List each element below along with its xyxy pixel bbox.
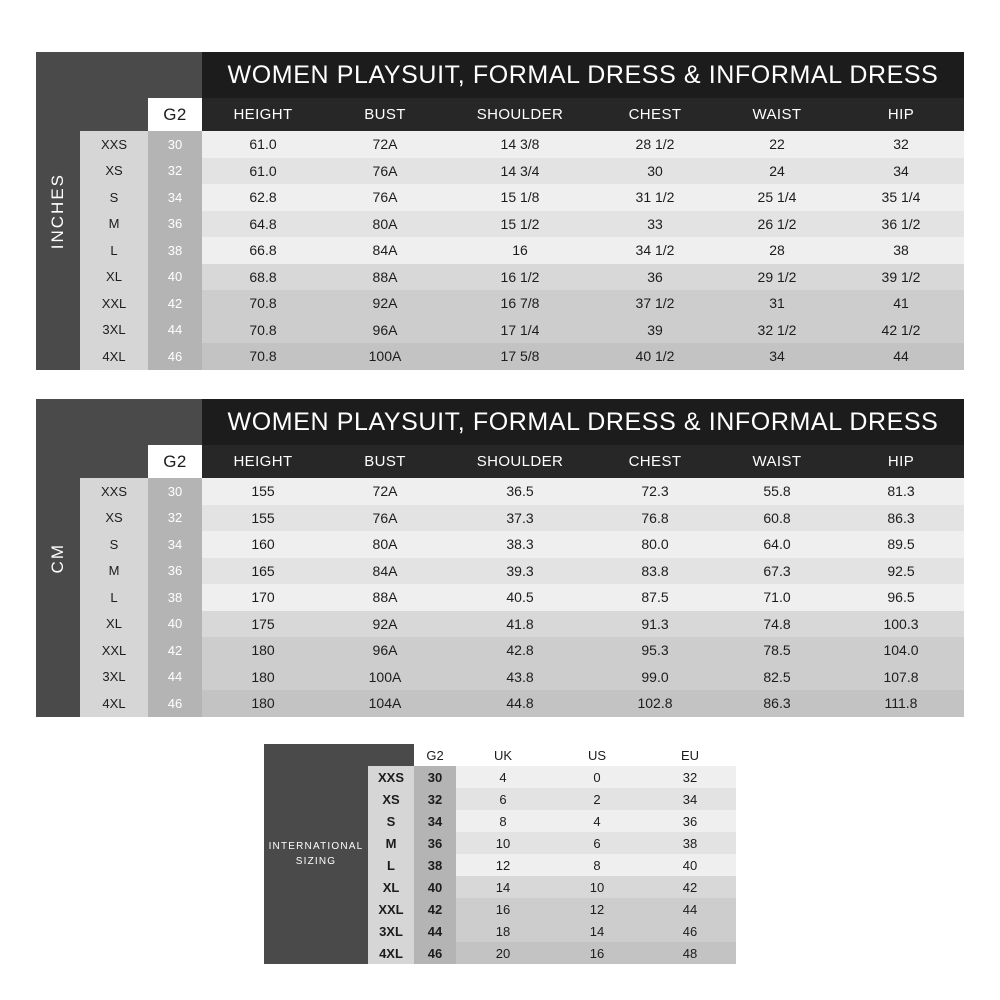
table-cell: 28 bbox=[716, 237, 838, 264]
table-cell: 88A bbox=[324, 584, 446, 611]
table-cell: 62.8 bbox=[202, 184, 324, 211]
intl-table-cell: 12 bbox=[550, 898, 644, 920]
table-cell: 32 1/2 bbox=[716, 317, 838, 344]
intl-table-cell: 14 bbox=[550, 920, 644, 942]
table-cell: 170 bbox=[202, 584, 324, 611]
intl-table-cell: 20 bbox=[456, 942, 550, 964]
table-cell: 76A bbox=[324, 158, 446, 185]
table-cell: 80A bbox=[324, 211, 446, 238]
table-cell: 37 1/2 bbox=[594, 290, 716, 317]
intl-row-size: XL bbox=[368, 876, 414, 898]
intl-row-number: 46 bbox=[414, 942, 456, 964]
intl-row-number: 38 bbox=[414, 854, 456, 876]
table-cell: 92A bbox=[324, 290, 446, 317]
intl-row-size: XXS bbox=[368, 766, 414, 788]
table-cell: 40.5 bbox=[446, 584, 594, 611]
international-sizing-label bbox=[264, 744, 368, 964]
row-number: 30 bbox=[148, 478, 202, 505]
intl-table-cell: 42 bbox=[644, 876, 736, 898]
row-number: 42 bbox=[148, 637, 202, 664]
intl-column-header: UK bbox=[456, 744, 550, 766]
cm-table bbox=[80, 399, 964, 717]
row-size: M bbox=[80, 211, 148, 238]
table-cell: 89.5 bbox=[838, 531, 964, 558]
table-cell: 180 bbox=[202, 664, 324, 691]
table-cell: 180 bbox=[202, 637, 324, 664]
column-header: BUST bbox=[324, 98, 446, 131]
table-cell: 41.8 bbox=[446, 611, 594, 638]
table-cell: 32 bbox=[838, 131, 964, 158]
intl-table-cell: 8 bbox=[456, 810, 550, 832]
table-cell: 39 bbox=[594, 317, 716, 344]
intl-row-number: 34 bbox=[414, 810, 456, 832]
row-number: 46 bbox=[148, 343, 202, 370]
international-row bbox=[368, 854, 736, 876]
table-row bbox=[80, 158, 964, 185]
table-cell: 33 bbox=[594, 211, 716, 238]
table-cell: 22 bbox=[716, 131, 838, 158]
column-header: HIP bbox=[838, 98, 964, 131]
intl-table-cell: 32 bbox=[644, 766, 736, 788]
table-cell: 96.5 bbox=[838, 584, 964, 611]
size-table-inches bbox=[36, 52, 964, 370]
unit-label-inches-text: INCHES bbox=[48, 172, 67, 249]
international-row bbox=[368, 898, 736, 920]
intl-row-size: XXL bbox=[368, 898, 414, 920]
table-cell: 72.3 bbox=[594, 478, 716, 505]
international-row bbox=[368, 788, 736, 810]
row-size: XXL bbox=[80, 290, 148, 317]
intl-table-cell: 16 bbox=[456, 898, 550, 920]
table-cell: 26 1/2 bbox=[716, 211, 838, 238]
table-cell: 15 1/2 bbox=[446, 211, 594, 238]
intl-table-cell: 18 bbox=[456, 920, 550, 942]
international-row bbox=[368, 832, 736, 854]
title-spacer bbox=[80, 399, 148, 445]
row-number: 36 bbox=[148, 558, 202, 585]
table-cell: 25 1/4 bbox=[716, 184, 838, 211]
header-blank bbox=[80, 445, 148, 478]
intl-row-number: 36 bbox=[414, 832, 456, 854]
unit-label-cm-text: CM bbox=[48, 542, 67, 573]
table-cell: 15 1/8 bbox=[446, 184, 594, 211]
table-row bbox=[80, 290, 964, 317]
row-size: S bbox=[80, 531, 148, 558]
table-cell: 155 bbox=[202, 478, 324, 505]
column-header: CHEST bbox=[594, 445, 716, 478]
intl-table-cell: 14 bbox=[456, 876, 550, 898]
table-cell: 80.0 bbox=[594, 531, 716, 558]
table-cell: 14 3/8 bbox=[446, 131, 594, 158]
intl-row-size: 3XL bbox=[368, 920, 414, 942]
column-header: SHOULDER bbox=[446, 98, 594, 131]
table-cell: 30 bbox=[594, 158, 716, 185]
column-header: WAIST bbox=[716, 98, 838, 131]
table-row bbox=[80, 343, 964, 370]
table-cell: 180 bbox=[202, 690, 324, 717]
table-title-row bbox=[80, 399, 964, 445]
table-cell: 74.8 bbox=[716, 611, 838, 638]
intl-column-header: US bbox=[550, 744, 644, 766]
title-spacer bbox=[80, 52, 148, 98]
table-cell: 68.8 bbox=[202, 264, 324, 291]
table-cell: 34 1/2 bbox=[594, 237, 716, 264]
table-cell: 42.8 bbox=[446, 637, 594, 664]
table-cell: 160 bbox=[202, 531, 324, 558]
inches-table-wrap bbox=[80, 52, 964, 370]
row-size: M bbox=[80, 558, 148, 585]
international-sizing-block bbox=[264, 744, 736, 964]
intl-table-cell: 6 bbox=[550, 832, 644, 854]
table-title: WOMEN PLAYSUIT, FORMAL DRESS & INFORMAL DRESS bbox=[202, 52, 964, 98]
inches-table bbox=[80, 52, 964, 370]
table-cell: 99.0 bbox=[594, 664, 716, 691]
table-cell: 14 3/4 bbox=[446, 158, 594, 185]
intl-row-number: 42 bbox=[414, 898, 456, 920]
international-sizing-label-text: INTERNATIONAL SIZING bbox=[268, 841, 364, 867]
table-row bbox=[80, 505, 964, 532]
international-row bbox=[368, 942, 736, 964]
row-size: XXS bbox=[80, 478, 148, 505]
intl-table-cell: 40 bbox=[644, 854, 736, 876]
intl-row-number: 40 bbox=[414, 876, 456, 898]
intl-row-size: L bbox=[368, 854, 414, 876]
title-spacer bbox=[148, 52, 202, 98]
table-row bbox=[80, 131, 964, 158]
table-row bbox=[80, 690, 964, 717]
table-cell: 76A bbox=[324, 505, 446, 532]
table-cell: 35 1/4 bbox=[838, 184, 964, 211]
table-cell: 71.0 bbox=[716, 584, 838, 611]
intl-row-size: 4XL bbox=[368, 942, 414, 964]
intl-table-cell: 0 bbox=[550, 766, 644, 788]
table-cell: 87.5 bbox=[594, 584, 716, 611]
row-size: 3XL bbox=[80, 664, 148, 691]
table-title: WOMEN PLAYSUIT, FORMAL DRESS & INFORMAL DRESS bbox=[202, 399, 964, 445]
table-cell: 55.8 bbox=[716, 478, 838, 505]
table-cell: 111.8 bbox=[838, 690, 964, 717]
row-size: XL bbox=[80, 611, 148, 638]
row-number: 36 bbox=[148, 211, 202, 238]
table-cell: 17 5/8 bbox=[446, 343, 594, 370]
table-row bbox=[80, 637, 964, 664]
table-cell: 86.3 bbox=[838, 505, 964, 532]
intl-row-size: M bbox=[368, 832, 414, 854]
table-cell: 107.8 bbox=[838, 664, 964, 691]
column-header: HIP bbox=[838, 445, 964, 478]
row-number: 40 bbox=[148, 611, 202, 638]
row-size: XL bbox=[80, 264, 148, 291]
table-cell: 100.3 bbox=[838, 611, 964, 638]
row-number: 32 bbox=[148, 158, 202, 185]
international-header-row bbox=[368, 744, 736, 766]
table-header-row bbox=[80, 98, 964, 131]
table-cell: 44.8 bbox=[446, 690, 594, 717]
table-cell: 100A bbox=[324, 343, 446, 370]
table-cell: 70.8 bbox=[202, 317, 324, 344]
international-row bbox=[368, 920, 736, 942]
row-number: 30 bbox=[148, 131, 202, 158]
intl-header-g2: G2 bbox=[414, 744, 456, 766]
column-header: SHOULDER bbox=[446, 445, 594, 478]
row-number: 44 bbox=[148, 317, 202, 344]
international-row bbox=[368, 876, 736, 898]
intl-table-cell: 46 bbox=[644, 920, 736, 942]
table-cell: 102.8 bbox=[594, 690, 716, 717]
table-cell: 16 bbox=[446, 237, 594, 264]
row-number: 38 bbox=[148, 237, 202, 264]
table-cell: 39 1/2 bbox=[838, 264, 964, 291]
row-size: XS bbox=[80, 505, 148, 532]
table-cell: 39.3 bbox=[446, 558, 594, 585]
column-header: BUST bbox=[324, 445, 446, 478]
table-row bbox=[80, 584, 964, 611]
table-cell: 43.8 bbox=[446, 664, 594, 691]
column-header: WAIST bbox=[716, 445, 838, 478]
table-cell: 84A bbox=[324, 237, 446, 264]
row-size: XXL bbox=[80, 637, 148, 664]
table-cell: 40 1/2 bbox=[594, 343, 716, 370]
table-cell: 95.3 bbox=[594, 637, 716, 664]
table-cell: 61.0 bbox=[202, 131, 324, 158]
table-cell: 31 1/2 bbox=[594, 184, 716, 211]
table-cell: 36.5 bbox=[446, 478, 594, 505]
intl-table-cell: 44 bbox=[644, 898, 736, 920]
table-cell: 64.0 bbox=[716, 531, 838, 558]
table-cell: 100A bbox=[324, 664, 446, 691]
table-cell: 83.8 bbox=[594, 558, 716, 585]
row-size: 4XL bbox=[80, 690, 148, 717]
row-number: 40 bbox=[148, 264, 202, 291]
intl-table-cell: 34 bbox=[644, 788, 736, 810]
row-size: XS bbox=[80, 158, 148, 185]
header-g2: G2 bbox=[148, 445, 202, 478]
column-header: CHEST bbox=[594, 98, 716, 131]
table-cell: 36 1/2 bbox=[838, 211, 964, 238]
row-number: 32 bbox=[148, 505, 202, 532]
row-number: 34 bbox=[148, 531, 202, 558]
table-cell: 96A bbox=[324, 317, 446, 344]
row-size: S bbox=[80, 184, 148, 211]
row-number: 38 bbox=[148, 584, 202, 611]
row-number: 34 bbox=[148, 184, 202, 211]
size-table-cm bbox=[36, 399, 964, 717]
title-spacer bbox=[148, 399, 202, 445]
row-number: 44 bbox=[148, 664, 202, 691]
table-row bbox=[80, 558, 964, 585]
intl-table-cell: 4 bbox=[456, 766, 550, 788]
table-cell: 67.3 bbox=[716, 558, 838, 585]
column-header: HEIGHT bbox=[202, 98, 324, 131]
table-cell: 81.3 bbox=[838, 478, 964, 505]
table-cell: 70.8 bbox=[202, 343, 324, 370]
table-row bbox=[80, 184, 964, 211]
table-cell: 24 bbox=[716, 158, 838, 185]
table-cell: 155 bbox=[202, 505, 324, 532]
international-row bbox=[368, 810, 736, 832]
table-cell: 91.3 bbox=[594, 611, 716, 638]
table-title-row bbox=[80, 52, 964, 98]
table-row bbox=[80, 664, 964, 691]
table-cell: 70.8 bbox=[202, 290, 324, 317]
row-size: L bbox=[80, 237, 148, 264]
table-cell: 41 bbox=[838, 290, 964, 317]
table-cell: 92A bbox=[324, 611, 446, 638]
table-header-row bbox=[80, 445, 964, 478]
table-cell: 104.0 bbox=[838, 637, 964, 664]
table-row bbox=[80, 478, 964, 505]
table-cell: 38 bbox=[838, 237, 964, 264]
row-number: 42 bbox=[148, 290, 202, 317]
table-cell: 34 bbox=[838, 158, 964, 185]
intl-table-cell: 48 bbox=[644, 942, 736, 964]
table-cell: 104A bbox=[324, 690, 446, 717]
intl-table-cell: 6 bbox=[456, 788, 550, 810]
table-cell: 29 1/2 bbox=[716, 264, 838, 291]
table-cell: 165 bbox=[202, 558, 324, 585]
unit-label-cm bbox=[36, 399, 80, 717]
intl-table-cell: 12 bbox=[456, 854, 550, 876]
row-size: L bbox=[80, 584, 148, 611]
table-cell: 60.8 bbox=[716, 505, 838, 532]
table-cell: 34 bbox=[716, 343, 838, 370]
table-cell: 17 1/4 bbox=[446, 317, 594, 344]
table-cell: 38.3 bbox=[446, 531, 594, 558]
intl-table-cell: 8 bbox=[550, 854, 644, 876]
table-row bbox=[80, 237, 964, 264]
intl-table-cell: 10 bbox=[550, 876, 644, 898]
table-cell: 44 bbox=[838, 343, 964, 370]
intl-table-cell: 16 bbox=[550, 942, 644, 964]
table-cell: 16 7/8 bbox=[446, 290, 594, 317]
cm-table-wrap bbox=[80, 399, 964, 717]
intl-table-cell: 4 bbox=[550, 810, 644, 832]
intl-table-cell: 2 bbox=[550, 788, 644, 810]
intl-table-cell: 10 bbox=[456, 832, 550, 854]
table-row bbox=[80, 211, 964, 238]
row-number: 46 bbox=[148, 690, 202, 717]
row-size: XXS bbox=[80, 131, 148, 158]
row-size: 3XL bbox=[80, 317, 148, 344]
table-cell: 31 bbox=[716, 290, 838, 317]
table-cell: 76A bbox=[324, 184, 446, 211]
table-row bbox=[80, 531, 964, 558]
intl-table-cell: 36 bbox=[644, 810, 736, 832]
column-header: HEIGHT bbox=[202, 445, 324, 478]
table-row bbox=[80, 611, 964, 638]
table-cell: 80A bbox=[324, 531, 446, 558]
table-cell: 42 1/2 bbox=[838, 317, 964, 344]
row-size: 4XL bbox=[80, 343, 148, 370]
intl-column-header: EU bbox=[644, 744, 736, 766]
intl-header-blank bbox=[368, 744, 414, 766]
table-cell: 37.3 bbox=[446, 505, 594, 532]
intl-row-number: 32 bbox=[414, 788, 456, 810]
table-cell: 175 bbox=[202, 611, 324, 638]
intl-row-size: S bbox=[368, 810, 414, 832]
table-cell: 92.5 bbox=[838, 558, 964, 585]
intl-table-cell: 38 bbox=[644, 832, 736, 854]
intl-row-size: XS bbox=[368, 788, 414, 810]
table-cell: 72A bbox=[324, 131, 446, 158]
table-cell: 88A bbox=[324, 264, 446, 291]
table-cell: 64.8 bbox=[202, 211, 324, 238]
table-cell: 82.5 bbox=[716, 664, 838, 691]
header-blank bbox=[80, 98, 148, 131]
intl-row-number: 30 bbox=[414, 766, 456, 788]
table-cell: 72A bbox=[324, 478, 446, 505]
table-cell: 16 1/2 bbox=[446, 264, 594, 291]
table-cell: 61.0 bbox=[202, 158, 324, 185]
table-cell: 36 bbox=[594, 264, 716, 291]
table-cell: 28 1/2 bbox=[594, 131, 716, 158]
header-g2: G2 bbox=[148, 98, 202, 131]
international-table bbox=[368, 744, 736, 964]
table-cell: 86.3 bbox=[716, 690, 838, 717]
table-row bbox=[80, 317, 964, 344]
table-cell: 84A bbox=[324, 558, 446, 585]
table-cell: 76.8 bbox=[594, 505, 716, 532]
international-table-wrap bbox=[368, 744, 736, 964]
intl-row-number: 44 bbox=[414, 920, 456, 942]
unit-label-inches bbox=[36, 52, 80, 370]
table-row bbox=[80, 264, 964, 291]
table-cell: 78.5 bbox=[716, 637, 838, 664]
table-cell: 96A bbox=[324, 637, 446, 664]
international-row bbox=[368, 766, 736, 788]
table-cell: 66.8 bbox=[202, 237, 324, 264]
